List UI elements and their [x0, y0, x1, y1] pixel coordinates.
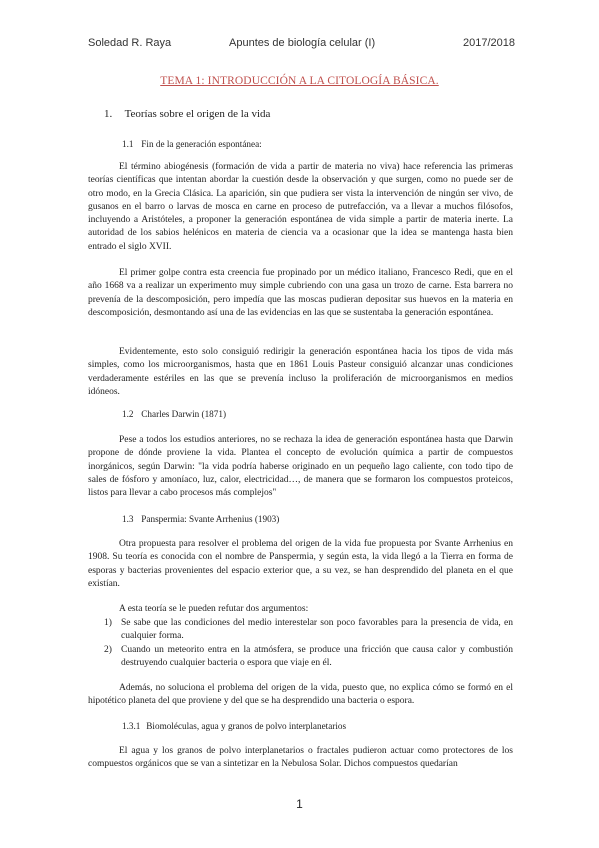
subsection-title: Charles Darwin (1871)	[141, 409, 227, 419]
subsection-number: 1.1	[122, 139, 134, 149]
subsection-number: 1.3.1	[122, 721, 141, 731]
section-title: Teorías sobre el origen de la vida	[124, 108, 271, 120]
list-item-text: Se sabe que las condiciones del medio interestelar son poco favorables para la presencia de vida, en cualquier forma.	[121, 618, 513, 642]
paragraph: El agua y los granos de polvo interplanetarios o fractales pudieron actuar como protectores de los compuestos orgánicos que se van a sintetizar en la Nebulosa Solar. Dichos compuestos quedarían	[88, 746, 513, 770]
list-item	[104, 644, 513, 671]
subsection-title: Panspermia: Svante Arrhenius (1903)	[141, 514, 280, 524]
list-item-number: 2)	[104, 645, 112, 655]
header-author: Soledad R. Raya	[88, 37, 172, 49]
paragraph: Otra propuesta para resolver el problema del origen de la vida fue propuesta por Svante Arrhenius en 1908. Su teoría es conocida con el nombre de Panspermia, y según esta, la vida llegó a la Tierra en forma de esporas y bacterias provenientes del espacio exterior que, a su vez, se han desprendido del planeta en el que existían.	[88, 539, 513, 589]
paragraph: El primer golpe contra esta creencia fue propinado por un médico italiano, Francesco Redi, que en el año 1668 va a realizar un experimento muy simple cubriendo con una gasa un trozo de carne. Esta barrera no prevenía de la descomposición, pero impedía que las moscas pudieran depositar sus huevos en la materia en descomposición, desmontando así una de las evidencias en las que se sustentaba la generación espontánea.	[88, 268, 513, 318]
subsection-heading-1-3	[122, 514, 279, 524]
subsection-number: 1.2	[122, 409, 134, 419]
paragraph: El término abiogénesis (formación de vida a partir de materia no viva) hace referencia las primeras teorías científicas que intentan abordar la cuestión desde la observación y que surgen, como no puede ser de otro modo, en la Grecia Clásica. La aparición, sin que pudiera ser vista la intervención de ningún ser vivo, de gusanos en el barro o larvas de mosca en carne en proceso de putrefacción, va a llevar a muchos filósofos, incluyendo a Aristóteles, a proponer la generación espontánea de vida simple a partir de materia inerte. La autoridad de los sabios helénicos en materia de ciencia va a ocasionar que la idea se mantenga hasta bien entrado el siglo XVII.	[88, 162, 513, 252]
section-heading-1	[104, 108, 270, 120]
subsection-heading-1-2	[122, 409, 226, 419]
list-item-text: Cuando un meteorito entra en la atmósfera, se produce una fricción que causa calor y combustión destruyendo cualquier bacteria o espora que viaje en él.	[121, 645, 513, 669]
paragraph: Pese a todos los estudios anteriores, no se rechaza la idea de generación espontánea hasta que Darwin propone de dónde proviene la vida. Plantea el concepto de evolución química a partir de compuestos inorgánicos, según Darwin: "la vida podría haberse originado en un pequeño lago caliente, con todo tipo de sales de fósforo y amoníaco, luz, calor, electricidad…, de manera que se formaron los compuestos proteicos, listos para llevar a cabo procesos más complejos"	[88, 435, 513, 499]
subsection-title: Fin de la generación espontánea:	[141, 139, 262, 149]
list-item-number: 1)	[104, 618, 112, 628]
header-year: 2017/2018	[463, 37, 515, 49]
paragraph: A esta teoría se le pueden refutar dos argumentos:	[119, 604, 309, 614]
document-title: TEMA 1: INTRODUCCIÓN A LA CITOLOGÍA BÁSICA.	[160, 75, 439, 87]
subsection-heading-1-3-1	[122, 721, 346, 731]
page-number: 1	[296, 797, 303, 811]
paragraph: Además, no soluciona el problema del origen de la vida, puesto que, no explica cómo se formó en el hipotético planeta del que proviene y del que se ha desprendido una bacteria o espora.	[88, 683, 513, 707]
section-number: 1.	[104, 108, 113, 120]
list-item	[104, 617, 513, 644]
paragraph: Evidentemente, esto solo consiguió redirigir la generación espontánea hacia los tipos de vida más simples, como los microorganismos, hasta que en 1861 Louis Pasteur consiguió alcanzar unas condiciones verdaderamente estériles en las que se prevenía incluso la proliferación de microorganismos en medios idóneos.	[88, 347, 513, 397]
header-course: Apuntes de biología celular (I)	[229, 37, 376, 49]
subsection-heading-1-1	[122, 139, 262, 149]
subsection-title: Biomoléculas, agua y granos de polvo interplanetarios	[146, 721, 347, 731]
subsection-number: 1.3	[122, 514, 134, 524]
